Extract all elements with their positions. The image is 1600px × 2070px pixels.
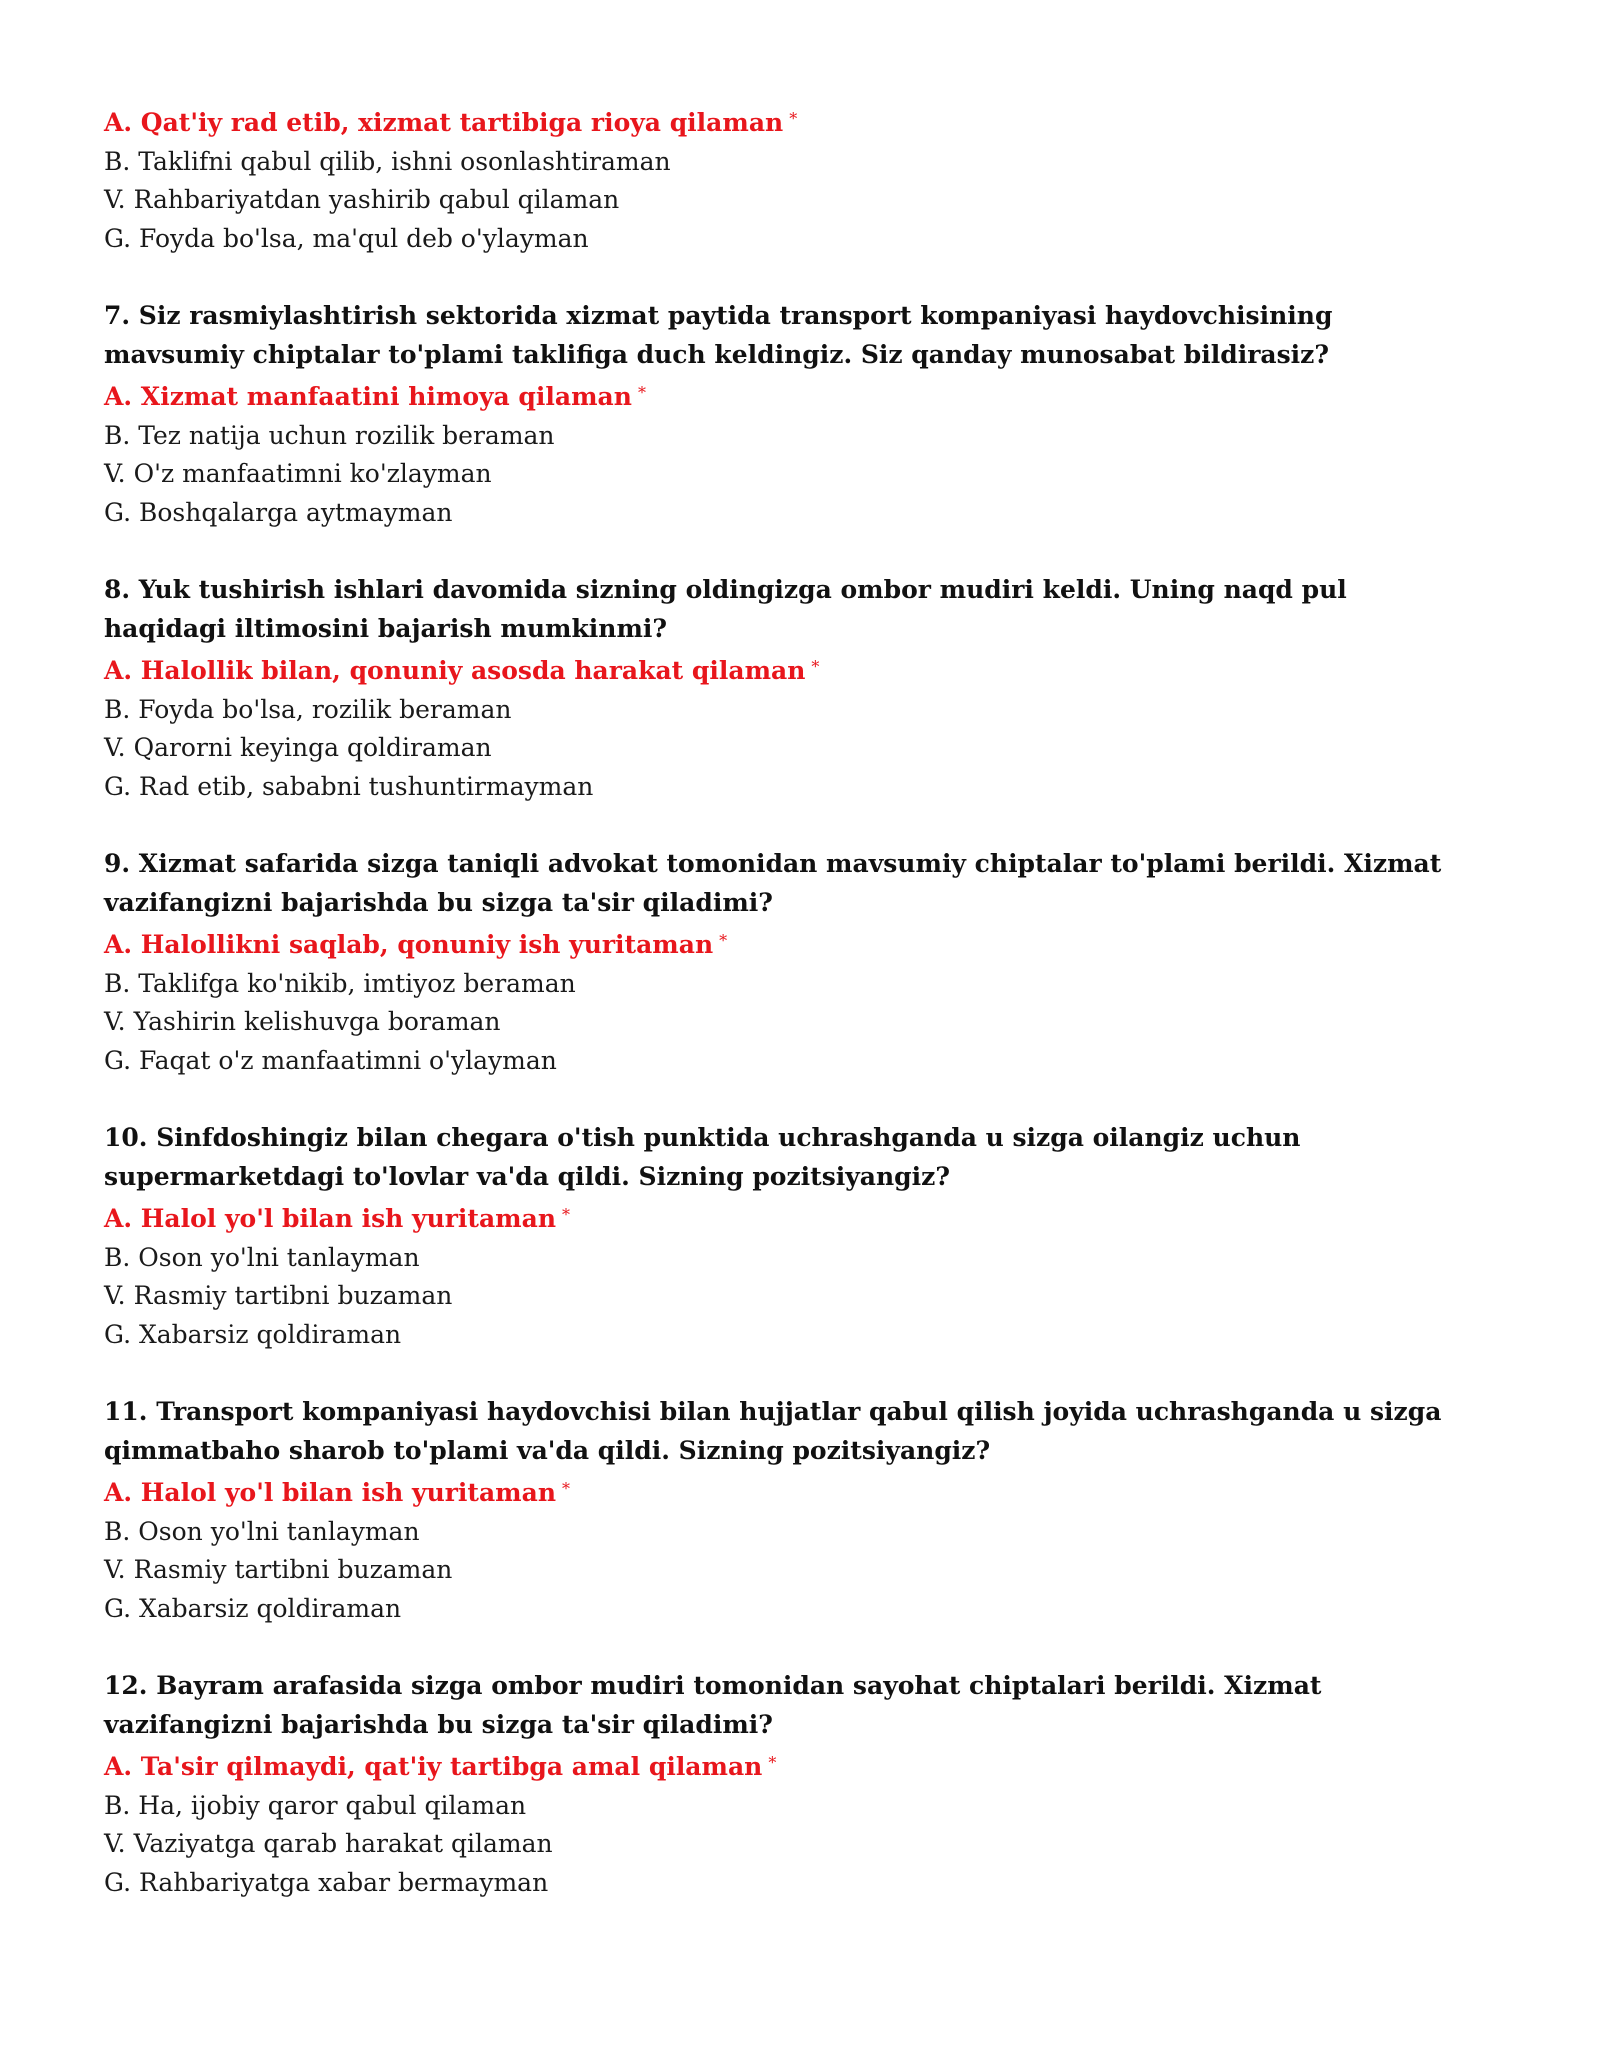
correct-answer-option: [104, 374, 1520, 417]
correct-answer-option: [104, 1196, 1520, 1239]
answer-option: [104, 143, 1520, 182]
answer-option-text: G. Boshqalarga aytmayman: [104, 497, 453, 527]
answer-option: [104, 1590, 1520, 1629]
correct-answer-option: [104, 1744, 1520, 1787]
answer-option-text: A. Ta'sir qilmaydi, qat'iy tartibga amal qilaman: [104, 1752, 763, 1781]
answer-option: [104, 691, 1520, 730]
answer-option: [104, 1551, 1520, 1590]
correct-marker: *: [562, 1479, 571, 1498]
answer-option-text: V. Qarorni keyinga qoldiraman: [104, 733, 492, 762]
answer-option-text: A. Halol yo'l bilan ish yuritaman: [104, 1204, 557, 1233]
answer-option-text: A. Halollikni saqlab, qonuniy ish yuritaman: [104, 930, 714, 959]
correct-marker: *: [637, 383, 646, 402]
question-text: 12. Bayram arafasida sizga ombor mudiri tomonidan sayohat chiptalari berildi. Xizmat vazifangizni bajarishda bu sizga ta'sir qiladimi?: [104, 1671, 1322, 1739]
answer-option-text: B. Oson yo'lni tanlayman: [104, 1242, 420, 1272]
correct-answer-option: [104, 100, 1520, 143]
answer-option-text: V. O'z manfaatimni ko'zlayman: [104, 459, 492, 488]
question-block: [104, 571, 1520, 806]
answer-option-text: B. Taklifga ko'nikib, imtiyoz beraman: [104, 968, 576, 998]
answer-option-text: A. Qat'iy rad etib, xizmat tartibiga rioya qilaman: [104, 108, 784, 137]
answer-option-text: G. Xabarsiz qoldiraman: [104, 1319, 402, 1349]
question-block: [104, 1119, 1520, 1354]
answer-option-text: B. Foyda bo'lsa, rozilik beraman: [104, 694, 512, 724]
answer-option: [104, 1787, 1520, 1826]
answer-option: [104, 768, 1520, 807]
answer-option-text: V. Rasmiy tartibni buzaman: [104, 1281, 453, 1310]
answer-option-text: G. Rahbariyatga xabar bermayman: [104, 1867, 549, 1897]
answer-option-text: A. Halollik bilan, qonuniy asosda harakat qilaman: [104, 656, 806, 685]
question-text: 10. Sinfdoshingiz bilan chegara o'tish punktida uchrashganda u sizga oilangiz uchun supermarketdagi to'lovlar va'da qildi. Sizning pozitsiyangiz?: [104, 1123, 1301, 1191]
answer-option: [104, 494, 1520, 533]
answer-option: [104, 1239, 1520, 1278]
question-block: [104, 1393, 1520, 1628]
answer-option-text: B. Oson yo'lni tanlayman: [104, 1516, 420, 1546]
question-block: [104, 1667, 1520, 1902]
correct-marker: *: [789, 109, 798, 128]
correct-answer-option: [104, 1470, 1520, 1513]
answer-option: [104, 1316, 1520, 1355]
answer-option: [104, 1003, 1520, 1042]
answer-option: [104, 1825, 1520, 1864]
correct-answer-option: [104, 648, 1520, 691]
answer-option-text: V. Yashirin kelishuvga boraman: [104, 1007, 501, 1036]
answer-option-text: G. Foyda bo'lsa, ma'qul deb o'ylayman: [104, 223, 589, 253]
answer-option-text: B. Tez natija uchun rozilik beraman: [104, 420, 555, 450]
answer-option: [104, 1277, 1520, 1316]
answer-option-text: G. Xabarsiz qoldiraman: [104, 1593, 402, 1623]
question-text: 9. Xizmat safarida sizga taniqli advokat tomonidan mavsumiy chiptalar to'plami berildi. Xizmat vazifangizni bajarishda bu sizga ta'sir qiladimi?: [104, 849, 1442, 917]
answer-option: [104, 1864, 1520, 1903]
correct-marker: *: [719, 931, 728, 950]
answer-option: [104, 965, 1520, 1004]
continued-answer-options: [104, 100, 1520, 258]
answer-option: [104, 417, 1520, 456]
question-text: 11. Transport kompaniyasi haydovchisi bilan hujjatlar qabul qilish joyida uchrashganda u sizga qimmatbaho sharob to'plami va'da qildi. Sizning pozitsiyangiz?: [104, 1397, 1442, 1465]
answer-option-text: V. Vaziyatga qarab harakat qilaman: [104, 1829, 553, 1858]
answer-option-text: B. Ha, ijobiy qaror qabul qilaman: [104, 1790, 527, 1820]
answer-option: [104, 729, 1520, 768]
question-text: 8. Yuk tushirish ishlari davomida sizning oldingizga ombor mudiri keldi. Uning naqd pul haqidagi iltimosini bajarish mumkinmi?: [104, 575, 1347, 643]
answer-option: [104, 181, 1520, 220]
answer-option-text: A. Xizmat manfaatini himoya qilaman: [104, 382, 632, 411]
answer-option: [104, 1042, 1520, 1081]
correct-marker: *: [811, 657, 820, 676]
answer-option-text: G. Rad etib, sababni tushuntirmayman: [104, 771, 594, 801]
answer-option: [104, 1513, 1520, 1552]
answer-option-text: B. Taklifni qabul qilib, ishni osonlashtiraman: [104, 146, 671, 176]
answer-option: [104, 455, 1520, 494]
answer-option-text: V. Rasmiy tartibni buzaman: [104, 1555, 453, 1584]
question-text: 7. Siz rasmiylashtirish sektorida xizmat paytida transport kompaniyasi haydovchisining mavsumiy chiptalar to'plami taklifiga duch keldingiz. Siz qanday munosabat bildirasiz?: [104, 301, 1333, 369]
correct-answer-option: [104, 922, 1520, 965]
answer-option: [104, 220, 1520, 259]
correct-marker: *: [562, 1205, 571, 1224]
answer-option-text: G. Faqat o'z manfaatimni o'ylayman: [104, 1045, 557, 1075]
question-list: [104, 297, 1520, 1902]
answer-option-text: A. Halol yo'l bilan ish yuritaman: [104, 1478, 557, 1507]
answer-option-text: V. Rahbariyatdan yashirib qabul qilaman: [104, 185, 620, 214]
question-block: [104, 297, 1520, 532]
question-block: [104, 845, 1520, 1080]
correct-marker: *: [768, 1753, 777, 1772]
